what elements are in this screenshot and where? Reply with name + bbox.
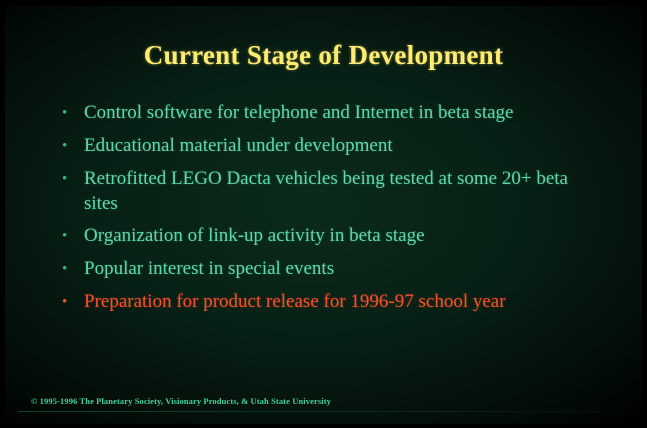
bullet-point-icon: • [62, 261, 68, 277]
list-item-label: Control software for telephone and Internet in beta stage [84, 102, 514, 123]
list-item [62, 133, 607, 159]
list-item-label: Educational material under development [84, 135, 393, 156]
slide-title: Current Stage of Development [143, 40, 504, 70]
list-item-label: Popular interest in special events [84, 258, 335, 279]
bullet-point-icon: • [62, 294, 68, 310]
list-item [62, 223, 607, 249]
footer-divider [18, 411, 629, 412]
bullet-point-icon: • [62, 138, 68, 154]
list-item [62, 166, 607, 216]
bullet-point-icon: • [62, 171, 68, 187]
bullet-list [62, 100, 607, 322]
list-item [62, 256, 607, 282]
copyright-footer: © 1995-1996 The Planetary Society, Visionary Products, & Utah State University [31, 396, 331, 406]
list-item-label: Preparation for product release for 1996-97 school year [84, 291, 506, 312]
bullet-point-icon: • [62, 228, 68, 244]
list-item [62, 289, 607, 315]
bullet-point-icon: • [62, 105, 68, 121]
list-item [62, 100, 607, 126]
list-item-label: Organization of link-up activity in beta stage [84, 225, 425, 246]
list-item-label: Retrofitted LEGO Dacta vehicles being tested at some 20+ beta sites [84, 168, 568, 214]
